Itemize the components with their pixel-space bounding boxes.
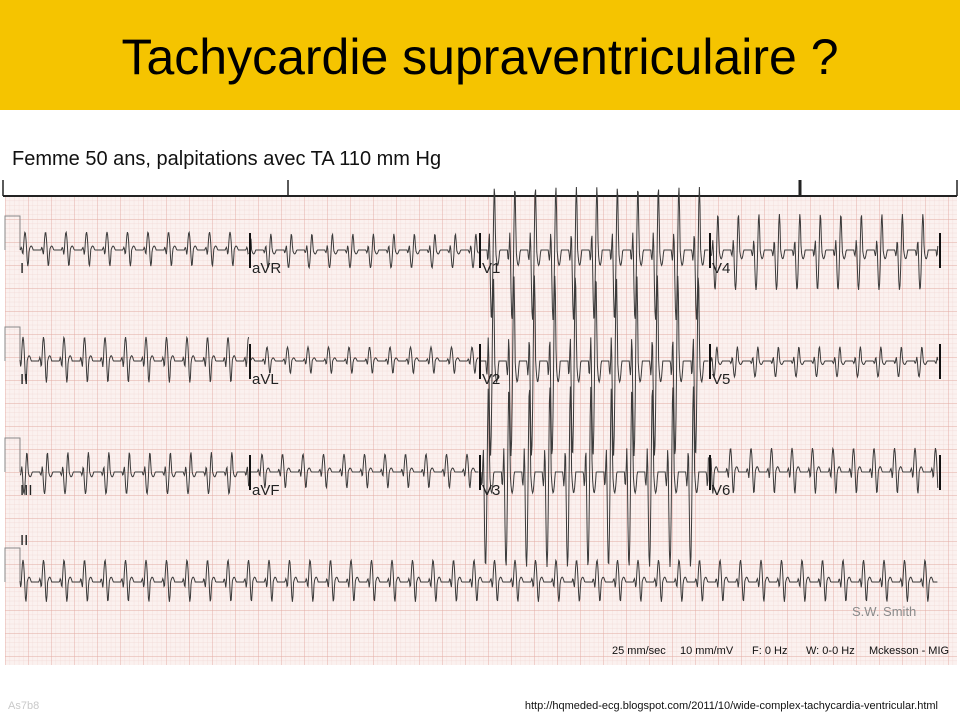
top-ruler	[3, 180, 957, 196]
lead-label-V6: V6	[712, 482, 731, 499]
slide-title: Tachycardie supraventriculaire ?	[121, 29, 839, 85]
lead-label-aVF: aVF	[252, 482, 280, 499]
lead-label-aVL: aVL	[252, 371, 279, 388]
device-name: Mckesson - MIG	[869, 645, 950, 657]
lead-label-V4: V4	[712, 260, 731, 277]
lead-label-III: III	[20, 482, 33, 499]
gain: 10 mm/mV	[680, 645, 734, 657]
ecg-footer	[612, 645, 949, 657]
source-url: http://hqmeded-ecg.blogspot.com/2011/10/wide-complex-tachycardia-ventricular.html	[524, 700, 938, 712]
paper-speed: 25 mm/sec	[612, 645, 666, 657]
lead-label-V2: V2	[482, 371, 501, 388]
case-description: Femme 50 ans, palpitations avec TA 110 mm Hg	[12, 148, 442, 170]
filter: F: 0 Hz	[752, 645, 788, 657]
author-watermark: S.W. Smith	[852, 604, 917, 619]
wander-filter: W: 0-0 Hz	[806, 645, 855, 657]
lead-label-rhythm-II: II	[20, 532, 29, 549]
lead-label-I: I	[20, 260, 25, 277]
lead-label-V3: V3	[482, 482, 501, 499]
lead-label-V1: V1	[482, 260, 501, 277]
lead-label-V5: V5	[712, 371, 731, 388]
lead-label-aVR: aVR	[252, 260, 282, 277]
lead-label-II: II	[20, 371, 29, 388]
slide-code: As7b8	[8, 700, 40, 712]
